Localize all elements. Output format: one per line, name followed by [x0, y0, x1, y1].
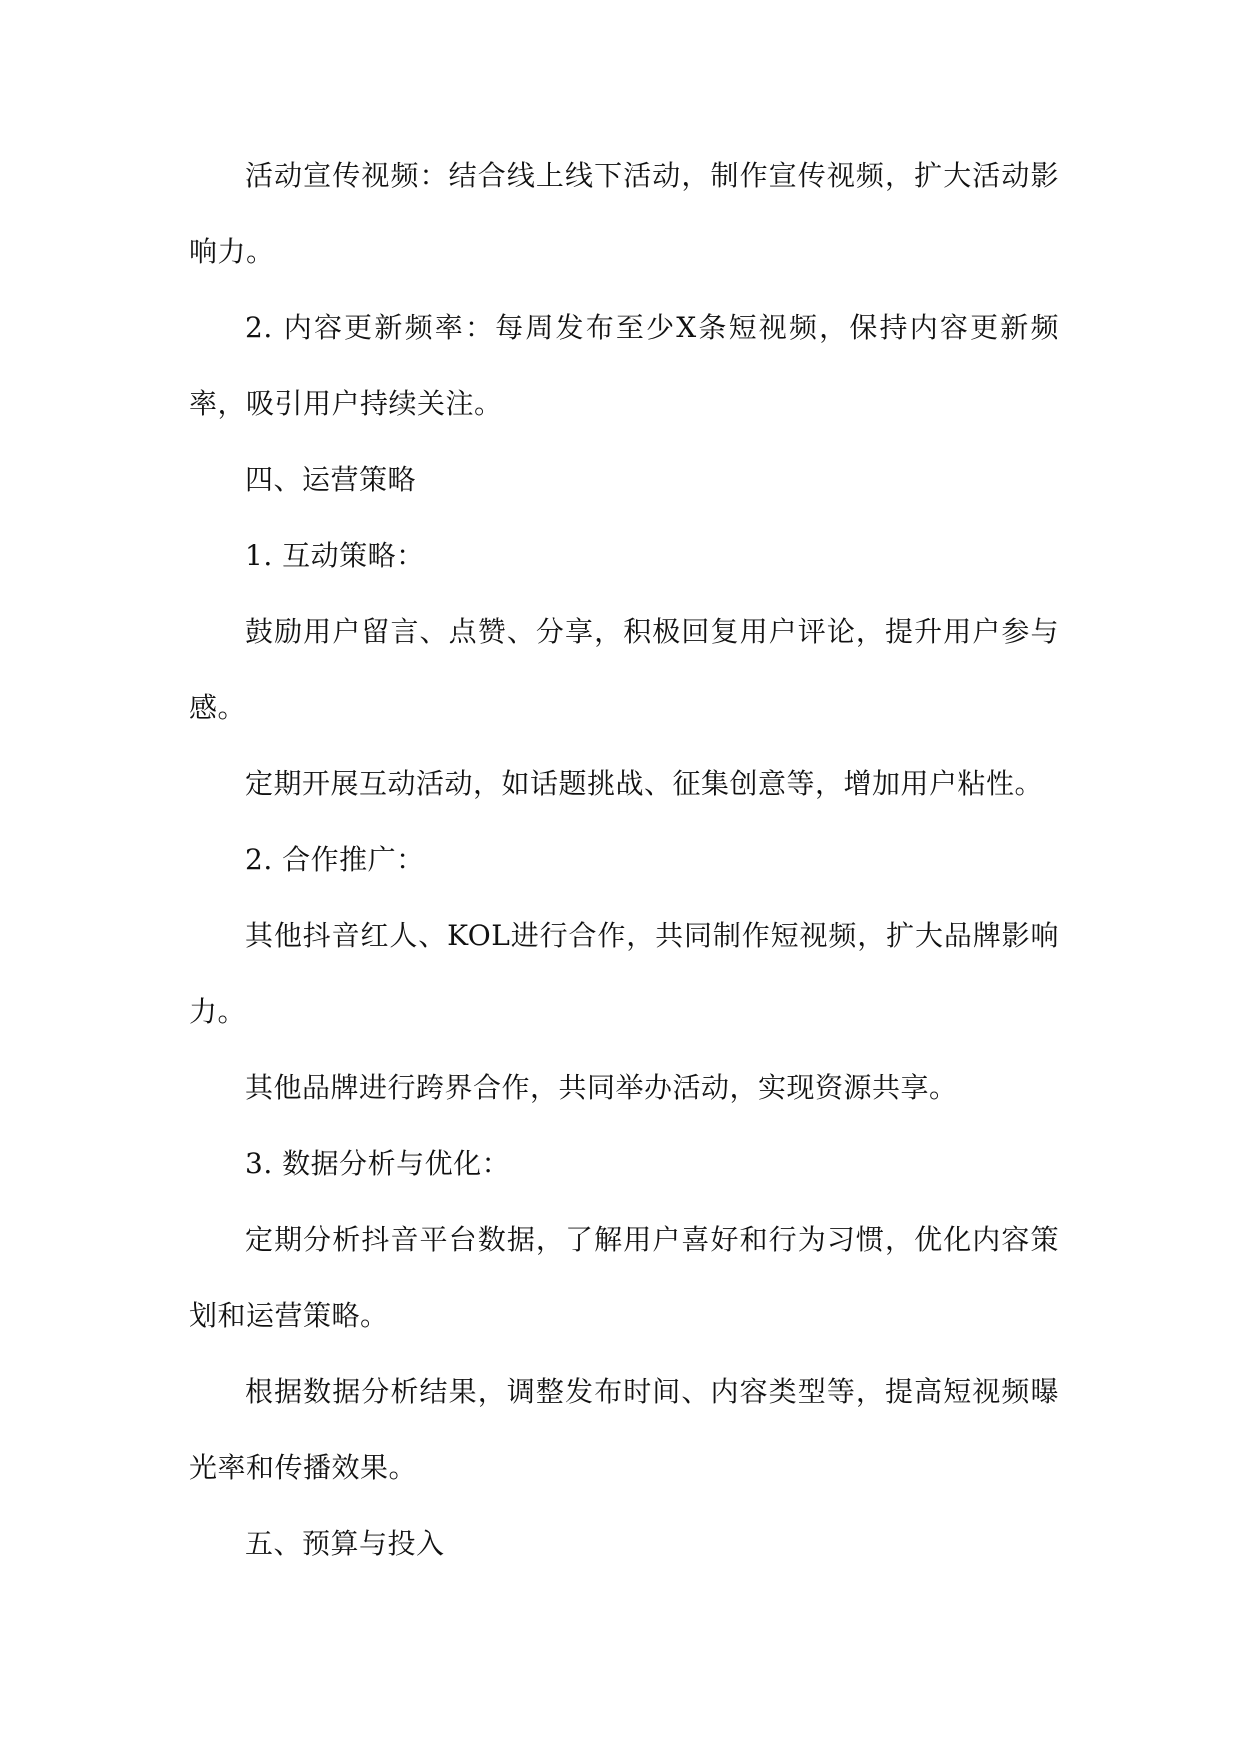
paragraph-kol-cooperation: 其他抖音红人、KOL进行合作，共同制作短视频，扩大品牌影响力。 — [189, 919, 1059, 1028]
document-body — [189, 138, 1059, 1582]
subheading-interaction-strategy: 1. 互动策略： — [245, 539, 425, 572]
paragraph-encourage-users: 鼓励用户留言、点赞、分享，积极回复用户评论，提升用户参与感。 — [189, 615, 1059, 724]
paragraph-activity-video: 活动宣传视频：结合线上线下活动，制作宣传视频，扩大活动影响力。 — [189, 159, 1059, 268]
paragraph-adjust-by-results: 根据数据分析结果，调整发布时间、内容类型等，提高短视频曝光率和传播效果。 — [189, 1375, 1059, 1484]
section-heading-operation-strategy: 四、运营策略 — [245, 463, 417, 496]
subheading-cooperation-promotion: 2. 合作推广： — [245, 843, 425, 876]
section-heading-budget: 五、预算与投入 — [245, 1527, 445, 1560]
paragraph-update-frequency: 2. 内容更新频率：每周发布至少X条短视频，保持内容更新频率，吸引用户持续关注。 — [189, 311, 1059, 420]
subheading-data-analysis: 3. 数据分析与优化： — [245, 1147, 511, 1180]
paragraph-analyze-platform-data: 定期分析抖音平台数据，了解用户喜好和行为习惯，优化内容策划和运营策略。 — [189, 1223, 1059, 1332]
paragraph-interactive-events: 定期开展互动活动，如话题挑战、征集创意等，增加用户粘性。 — [245, 767, 1044, 800]
paragraph-crossover-cooperation: 其他品牌进行跨界合作，共同举办活动，实现资源共享。 — [245, 1071, 958, 1104]
